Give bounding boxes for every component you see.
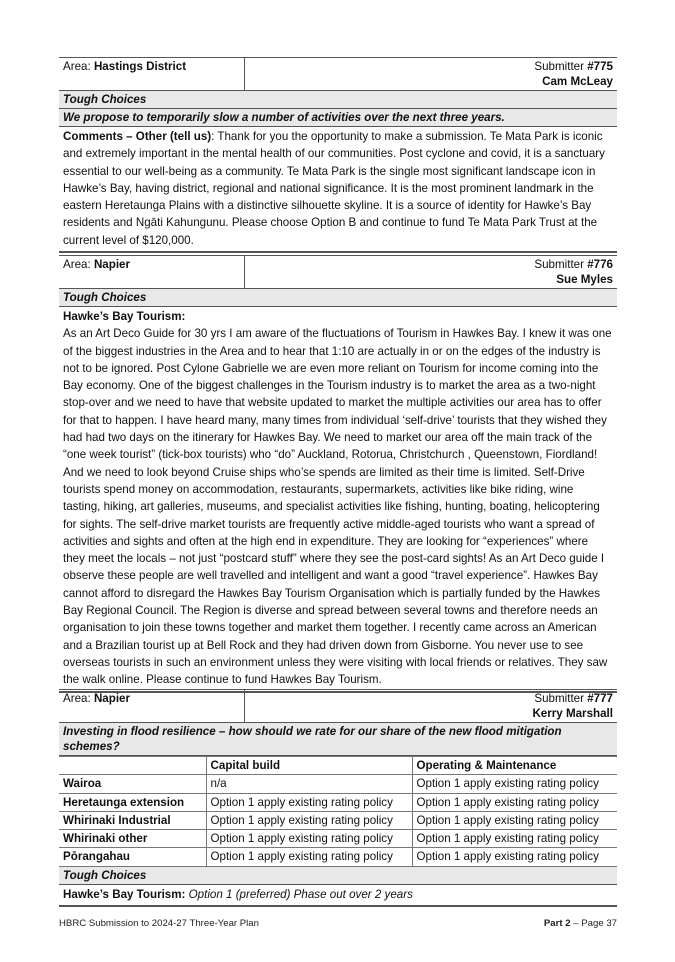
operating-cell: Option 1 apply existing rating policy: [412, 811, 617, 829]
capital-build-cell: Option 1 apply existing rating policy: [206, 793, 412, 811]
submitter-name: Sue Myles: [556, 273, 613, 286]
operating-cell: Option 1 apply existing rating policy: [412, 848, 617, 866]
scheme-name: Pōrangahau: [59, 848, 206, 866]
submission-header: [59, 689, 617, 723]
question-heading: Investing in flood resilience – how should we rate for our share of the new flood mitigation schemes?: [59, 723, 617, 756]
area-cell: Area: Napier: [59, 690, 245, 723]
submission-header: [59, 57, 617, 91]
footer-page-number: Part 2 – Page 37: [543, 918, 617, 929]
column-header: [59, 757, 206, 775]
scheme-name: Whirinaki other: [59, 830, 206, 848]
capital-build-cell: n/a: [206, 775, 412, 793]
section-heading: Tough Choices: [59, 867, 617, 885]
scheme-name: Wairoa: [59, 775, 206, 793]
footer-document-title: HBRC Submission to 2024-27 Three-Year Plan: [59, 918, 259, 929]
submitter-name: Kerry Marshall: [532, 707, 613, 720]
operating-cell: Option 1 apply existing rating policy: [412, 830, 617, 848]
comment-label: Comments – Other (tell us): [63, 130, 212, 143]
submission-776: [59, 255, 617, 693]
area-value: Napier: [93, 692, 131, 705]
topic-heading: Hawke’s Bay Tourism:: [63, 887, 186, 901]
scheme-name: Whirinaki Industrial: [59, 811, 206, 829]
submission-777: [59, 689, 617, 907]
table-row: [59, 848, 617, 866]
area-cell: Area: Hastings District: [59, 58, 245, 91]
comment-text: Comments – Other (tell us): Thank for you the opportunity to make a submission. Te Mata Park is iconic and extremely important in the mental health of our communities. Post cyclone and covid, it is a sanctuary essential to our well-being as a community. Te Mata Park is the single most significant landscape icon in Hawke’s Bay, having district, regional and national significance. It is the most prominent landmark in the eastern Heretaunga Plains with a distinctive silhouette skyline. It is a source of identity for Hawke’s Bay residents and Ngāti Kahungunu. Please choose Option B and continue to fund Te Mata Park Trust at the current level of $120,000.: [59, 127, 617, 253]
flood-rating-table: [59, 756, 617, 867]
submission-header: [59, 255, 617, 289]
column-header: Capital build: [206, 757, 412, 775]
section-heading: Tough Choices: [59, 91, 617, 109]
submitter-cell: Submitter #775 Cam McLeay: [245, 58, 618, 91]
table-row: [59, 811, 617, 829]
area-value: Napier: [93, 258, 131, 271]
proposal-heading: We propose to temporarily slow a number of activities over the next three years.: [59, 109, 617, 127]
table-header-row: [59, 757, 617, 775]
column-header: Operating & Maintenance: [412, 757, 617, 775]
answer-value: Option 1 (preferred) Phase out over 2 years: [185, 887, 413, 901]
table-row: [59, 793, 617, 811]
table-row: [59, 830, 617, 848]
submitter-cell: Submitter #776 Sue Myles: [245, 256, 618, 289]
submitter-cell: Submitter #777 Kerry Marshall: [245, 690, 618, 723]
answer-text: [59, 885, 617, 907]
submitter-name: Cam McLeay: [542, 75, 613, 88]
area-cell: Area: Napier: [59, 256, 245, 289]
submission-775: [59, 57, 617, 253]
capital-build-cell: Option 1 apply existing rating policy: [206, 830, 412, 848]
table-row: [59, 775, 617, 793]
submitter-number: #776: [587, 258, 613, 271]
operating-cell: Option 1 apply existing rating policy: [412, 775, 617, 793]
capital-build-cell: Option 1 apply existing rating policy: [206, 811, 412, 829]
operating-cell: Option 1 apply existing rating policy: [412, 793, 617, 811]
submitter-number: #775: [587, 60, 613, 73]
comment-text: Hawke’s Bay Tourism: As an Art Deco Guide for 30 yrs I am aware of the fluctuations of Tourism in Hawkes Bay. I knew it was one of the biggest industries in the Area and to hear that 1:10 are actually in or on the edges of the industry is not to be ignored. Post Cylone Gabrielle we are even more reliant on Tourism for income coming into the Bay economy. One of the biggest challenges in the Tourism industry is to market the area as a two-night stop-over and we need to have that website updated to market the multiple activities our area has to offer for that to happen. I have heard many, many times from individual ‘self-drive’ tourists that they wished they had had two days on the itinerary for Hawkes Bay. We need to market our area off the main track of the “one week tourist” (tick-box tourists) who “do” Auckland, Rotorua, Christchurch , Queenstown, Fiordland! And we need to look beyond Cruise ships who’se spends are limited as their time is limited. Self-Drive tourists spend money on accommodation, restaurants, supermarkets, activities like bike riding, wine tasting, hiking, art galleries, museums, and specialist activities like fishing, hunting, boating, helicoptering for sights. The self-drive market tourists are frequently active middle-aged tourists who want a spread of activities and sights and often at the high end in expenditure. They are looking for “experiences” where they meet the locals – not just “postcard stuff” where they see the post-card sights! As an Art Deco guide I observe these people are well travelled and intelligent and want a good “travel experience”. Hawkes Bay cannot afford to disregard the Hawkes Bay Tourism Organisation which is partially funded by the Hawkes Bay Regional Council. The Region is diverse and spread between several towns and therefore needs an organisation to join these towns together and market them together. I recently came across an American and a Brazilian tourist up at Bell Rock and they had driven down from Gisborne. You never use to see overseas tourists in such an environment unless they were visiting with local friends or relatives. They saw the walk online. Please continue to fund Hawkes Bay Tourism.: [59, 307, 617, 693]
submitter-number: #777: [587, 692, 613, 705]
topic-heading: Hawke’s Bay Tourism:: [63, 310, 186, 323]
section-heading: Tough Choices: [59, 289, 617, 307]
scheme-name: Heretaunga extension: [59, 793, 206, 811]
capital-build-cell: Option 1 apply existing rating policy: [206, 848, 412, 866]
area-value: Hastings District: [93, 60, 187, 73]
